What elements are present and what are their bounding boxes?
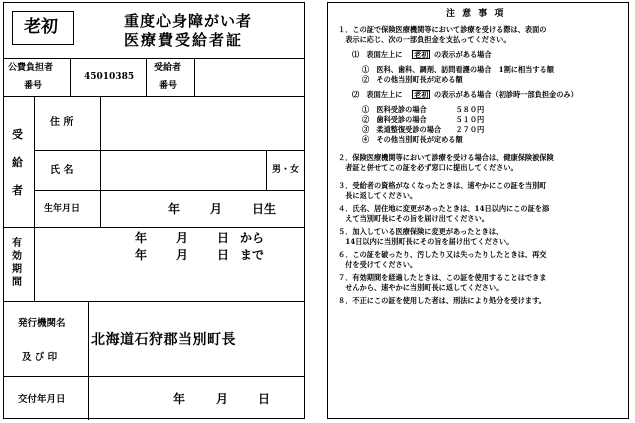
issue-day-unit: 日 bbox=[258, 392, 271, 406]
birthdate-label: 生年月日 bbox=[44, 204, 81, 214]
validity-side-label-4: 間 bbox=[12, 277, 22, 288]
note-8-line1: ８．不正にこの証を使用した者は、刑法により処分を受けます。 bbox=[338, 296, 546, 305]
sub1-badge: 老初 bbox=[414, 50, 429, 59]
rule-h3 bbox=[34, 150, 304, 151]
rule-v-sex bbox=[266, 150, 267, 190]
birth-month-unit: 月 bbox=[210, 202, 223, 216]
valid-to-day: 日 bbox=[217, 248, 230, 262]
valid-from-suffix: から bbox=[240, 231, 265, 245]
rule-v-labels bbox=[100, 96, 101, 227]
payer-label: 公費負担者 bbox=[8, 63, 54, 73]
rule-h1 bbox=[4, 58, 304, 59]
note-7-line2: せんから、速やかに当別町長に返してください。 bbox=[338, 283, 504, 292]
rule-v-recip1 bbox=[146, 58, 147, 96]
seal-label: 及 び 印 bbox=[22, 352, 58, 363]
birth-day-unit: 日生 bbox=[252, 202, 277, 216]
recipient-side-label-3: 者 bbox=[12, 184, 23, 197]
valid-from-day: 日 bbox=[217, 231, 230, 245]
note-1-sub2: ⑵ 表面左上に bbox=[352, 90, 403, 99]
sex-label: 男・女 bbox=[272, 165, 300, 175]
note-1-sub2-c: ③ 柔道整復受診の場合 ２７０円 bbox=[362, 125, 485, 134]
notes-title: 注 意 事 項 bbox=[446, 9, 506, 19]
issuer-name: 北海道石狩郡当別町長 bbox=[91, 332, 236, 348]
sub2-badge: 老初 bbox=[414, 90, 429, 99]
note-3-line1: ３．受給者の資格がなくなったときは、速やかにこの証を当別町 bbox=[338, 181, 547, 190]
note-1-sub1: ⑴ 表面左上に bbox=[352, 50, 403, 59]
validity-side-label-2: 効 bbox=[12, 251, 22, 262]
rule-h5 bbox=[4, 227, 304, 228]
payer-label-sub: 番号 bbox=[24, 81, 43, 91]
recipient-card-front bbox=[3, 2, 305, 419]
note-3-line2: 長に返してください。 bbox=[338, 191, 418, 200]
notes-panel bbox=[334, 8, 626, 418]
valid-from-year: 年 bbox=[135, 231, 148, 245]
rule-h2 bbox=[4, 96, 304, 97]
note-7-line1: ７．有効期間を経過したときは、この証を使用することはできま bbox=[338, 273, 547, 282]
note-1-sub1-b: ② その他当別町長が定める額 bbox=[362, 75, 463, 84]
validity-side-label-3: 期 bbox=[12, 264, 22, 275]
birth-year-unit: 年 bbox=[168, 202, 181, 216]
note-1-sub1-a: ① 医科、歯科、調剤、訪問看護の場合 1割に相当する額 bbox=[362, 65, 554, 74]
note-1-sub2-a: ① 医科受診の場合 ５８０円 bbox=[362, 105, 485, 114]
card-title-line1: 重度心身障がい者 bbox=[124, 12, 253, 30]
rule-v-payer bbox=[70, 58, 71, 96]
valid-to-suffix: まで bbox=[240, 248, 265, 262]
issuer-label: 発行機関名 bbox=[18, 318, 66, 329]
note-2-line2: 者証と併せてこの証を必ず窓口に提出してください。 bbox=[338, 163, 518, 172]
note-1-sub2-suffix: の表示がある場合（初診時一部負担金のみ） bbox=[434, 90, 578, 99]
validity-side-label-1: 有 bbox=[12, 238, 22, 249]
note-1-sub2-d: ④ その他当別町長が定める額 bbox=[362, 135, 463, 144]
issue-year-unit: 年 bbox=[173, 392, 186, 406]
rule-v-side bbox=[34, 96, 35, 301]
rule-h7 bbox=[4, 376, 304, 377]
valid-to-month: 月 bbox=[176, 248, 189, 262]
note-5-line1: ５．加入している医療保険に変更があったときは、 bbox=[338, 227, 504, 236]
valid-from-month: 月 bbox=[176, 231, 189, 245]
address-label: 住 所 bbox=[50, 117, 74, 128]
note-2-line1: ２．保険医療機関等において診療を受ける場合は、健康保険被保険 bbox=[338, 153, 554, 162]
issue-date-label: 交付年月日 bbox=[18, 394, 66, 405]
recipient-side-label-2: 給 bbox=[12, 156, 23, 169]
note-6-line2: 付を受けてください。 bbox=[338, 260, 418, 269]
valid-to-year: 年 bbox=[135, 248, 148, 262]
payer-number: 45010385 bbox=[84, 72, 135, 82]
category-badge-text: 老初 bbox=[24, 17, 58, 37]
note-1-line1: １．この証で保険医療機関等において診療を受ける際は、表面の bbox=[338, 25, 547, 34]
rule-v-recip2 bbox=[194, 58, 195, 96]
note-1-line2: 表示に応じ、次の一部負担金を支払ってください。 bbox=[338, 35, 511, 44]
card-title-line2: 医療費受給者証 bbox=[124, 31, 244, 49]
note-6-line1: ６．この証を破ったり、汚したり又は失ったりしたときは、再交 bbox=[338, 250, 547, 259]
note-4-line1: ４．氏名、居住地に変更があったときは、14日以内にこの証を添 bbox=[338, 204, 550, 213]
rule-v-issuer bbox=[88, 301, 89, 420]
name-label: 氏 名 bbox=[50, 165, 74, 176]
rule-h4 bbox=[34, 190, 304, 191]
recipient-no-label: 受給者 bbox=[154, 63, 182, 73]
recipient-no-label-sub: 番号 bbox=[159, 81, 178, 91]
note-5-line2: 14日以内に当別町長にその旨を届け出てください。 bbox=[338, 237, 514, 246]
recipient-side-label-1: 受 bbox=[12, 128, 23, 141]
note-1-sub1-suffix: の表示がある場合 bbox=[434, 50, 492, 59]
rule-h6 bbox=[4, 301, 304, 302]
note-1-sub2-b: ② 歯科受診の場合 ５１０円 bbox=[362, 115, 485, 124]
issue-month-unit: 月 bbox=[216, 392, 229, 406]
note-4-line2: えて当別町長にその旨を届け出てください。 bbox=[338, 214, 489, 223]
